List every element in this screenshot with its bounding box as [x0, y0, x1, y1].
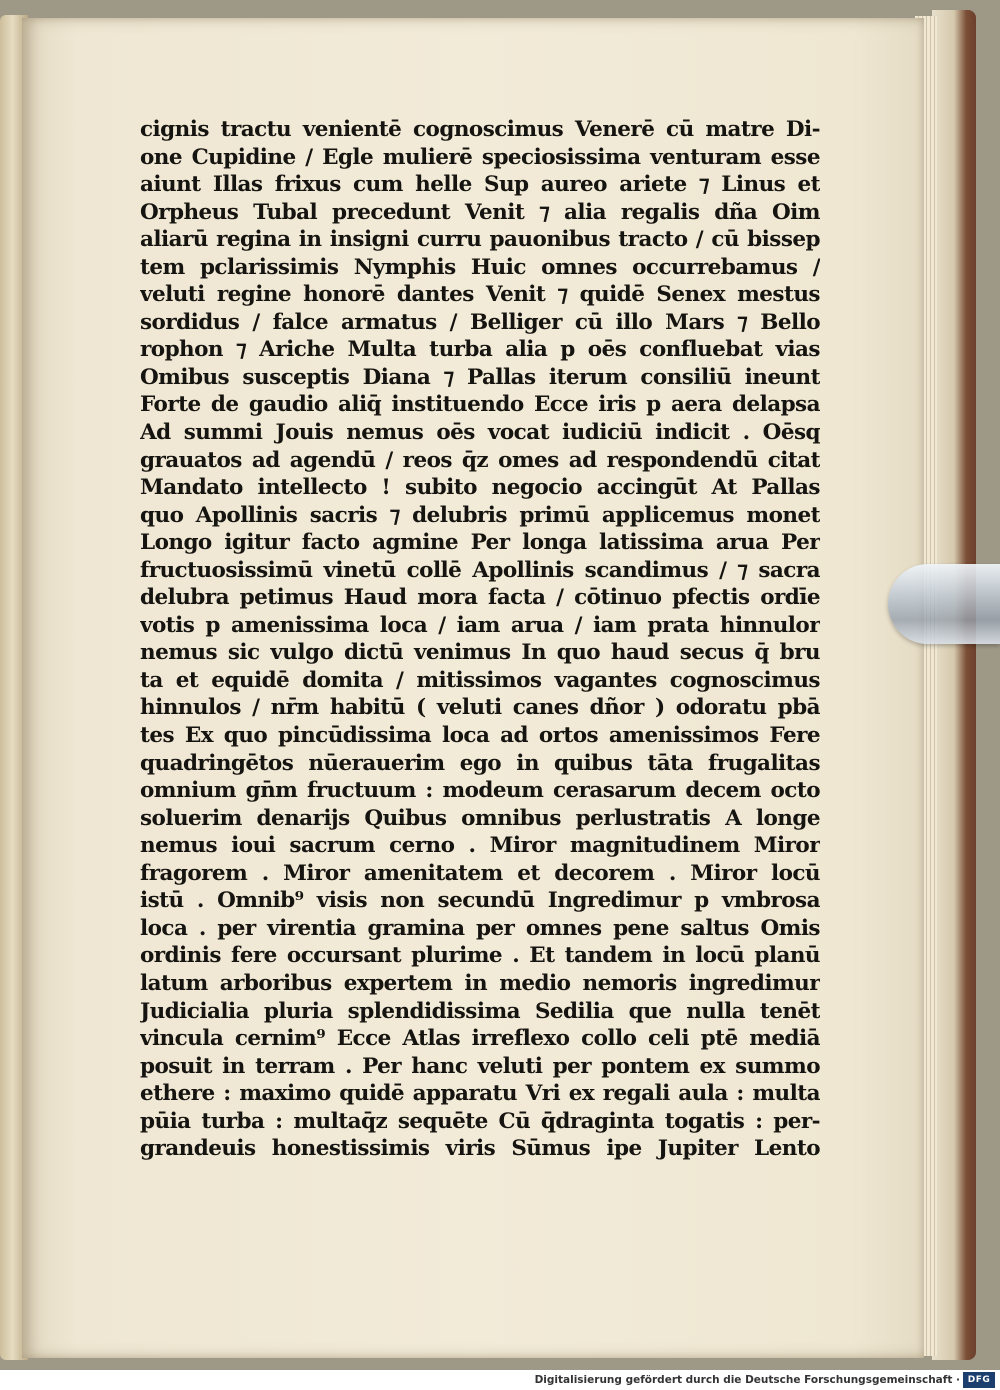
text-line: fructuosissimū vinetū collē Apollinis scandimus / ⁊ sacra	[140, 557, 820, 583]
text-line: Ad summi Jouis nemus oēs vocat iudiciū indicit . Oēsq	[140, 420, 820, 446]
text-line: Mandato intellecto ! subito negocio accingūt At Pallas	[140, 475, 820, 501]
text-line: Omibus susceptis Diana ⁊ Pallas iterum consiliū ineunt	[140, 364, 820, 390]
text-line: aiunt Illas frixus cum helle Sup aureo ariete ⁊ Linus et	[140, 172, 820, 198]
text-line: aliarū regina in insigni curru pauonibus tracto / cū bissep	[140, 227, 820, 253]
book-cover-right	[932, 10, 976, 1360]
text-line: delubra petimus Haud mora facta / cōtinuo pfectis ordīe	[140, 585, 820, 611]
text-line: votis p amenissima loca / iam arua / iam prata hinnulor	[140, 612, 820, 638]
text-line: cignis tractu venientē cognoscimus Venerē cū matre Di-	[140, 117, 820, 142]
text-line: vincula cernim⁹ Ecce Atlas irreflexo collo celi ptē mediā	[140, 1026, 820, 1052]
text-line: loca . per virentia gramina per omnes pene saltus Omis	[140, 915, 820, 941]
text-line: quo Apollinis sacris ⁊ delubris primū applicemus monet	[140, 502, 820, 528]
text-line: Longo igitur facto agmine Per longa latissima arua Per	[140, 530, 820, 556]
text-line: veluti regine honorē dantes Venit ⁊ quidē Senex mestus	[140, 282, 820, 308]
text-line: fragorem . Miror amenitatem et decorem . Miror locū	[140, 860, 820, 886]
text-line: grauatos ad agendū / reos q̄z omes ad respondendū citat	[140, 447, 820, 473]
text-line: nemus sic vulgo dictū venimus In quo haud secus q̄ bru	[140, 640, 820, 666]
text-line: rophon ⁊ Ariche Multa turba alia p oēs confluebat vias	[140, 337, 820, 363]
text-line: one Cupidine / Egle mulierē speciosissima venturam esse	[140, 144, 820, 170]
text-line: Forte de gaudio aliq̄ instituendo Ecce iris p aera delapsa	[140, 392, 820, 418]
text-line: ta et equidē domita / mitissimos vagantes cognoscimus	[140, 667, 820, 693]
page-clip	[888, 564, 1000, 644]
text-line: tem pclarissimis Nymphis Huic omnes occurrebamus /	[140, 254, 820, 280]
text-line: tes Ex quo pincūdissima loca ad ortos amenissimos Fere	[140, 723, 820, 749]
text-line: hinnulos / nr̄m habitū ( veluti canes dñor ) odoratu pbā	[140, 695, 820, 721]
text-line: soluerim denarijs Quibus omnibus perlustratis A longe	[140, 805, 820, 831]
book-page	[22, 18, 924, 1358]
text-line: Judicialia pluria splendidissima Sedilia que nulla tenēt	[140, 998, 820, 1024]
text-line: ordinis fere occursant plurime . Et tandem in locū planū	[140, 943, 820, 969]
text-line: latum arboribus expertem in medio nemoris ingredimur	[140, 970, 820, 996]
text-block	[140, 116, 820, 1163]
text-line: sordidus / falce armatus / Belliger cū illo Mars ⁊ Bello	[140, 309, 820, 335]
text-line: pūia turba : multaq̄z sequēte Cū q̄draginta togatis : per-	[140, 1108, 820, 1134]
text-line: quadringētos nūerauerim ego in quibus tāta frugalitas	[140, 750, 820, 776]
text-line: posuit in terram . Per hanc veluti per pontem ex summo	[140, 1053, 820, 1079]
text-line: grandeuis honestissimis viris Sūmus ipe Jupiter Lento	[140, 1136, 820, 1162]
text-line: omnium gn̄m fructuum : modeum cerasarum decem octo	[140, 778, 820, 804]
text-line: nemus ioui sacrum cerno . Miror magnitudinem Miror	[140, 833, 820, 859]
dfg-logo: DFG	[963, 1372, 995, 1388]
text-line: Orpheus Tubal precedunt Venit ⁊ alia regalis dña Oim	[140, 199, 820, 225]
text-line: istū . Omnib⁹ visis non secundū Ingredimur p vmbrosa	[140, 888, 820, 914]
text-line: ethere : maximo quidē apparatu Vri ex regali aula : multa	[140, 1081, 820, 1107]
digitization-credit: Digitalisierung gefördert durch die Deutsche Forschungsgemeinschaft ·	[534, 1374, 960, 1386]
